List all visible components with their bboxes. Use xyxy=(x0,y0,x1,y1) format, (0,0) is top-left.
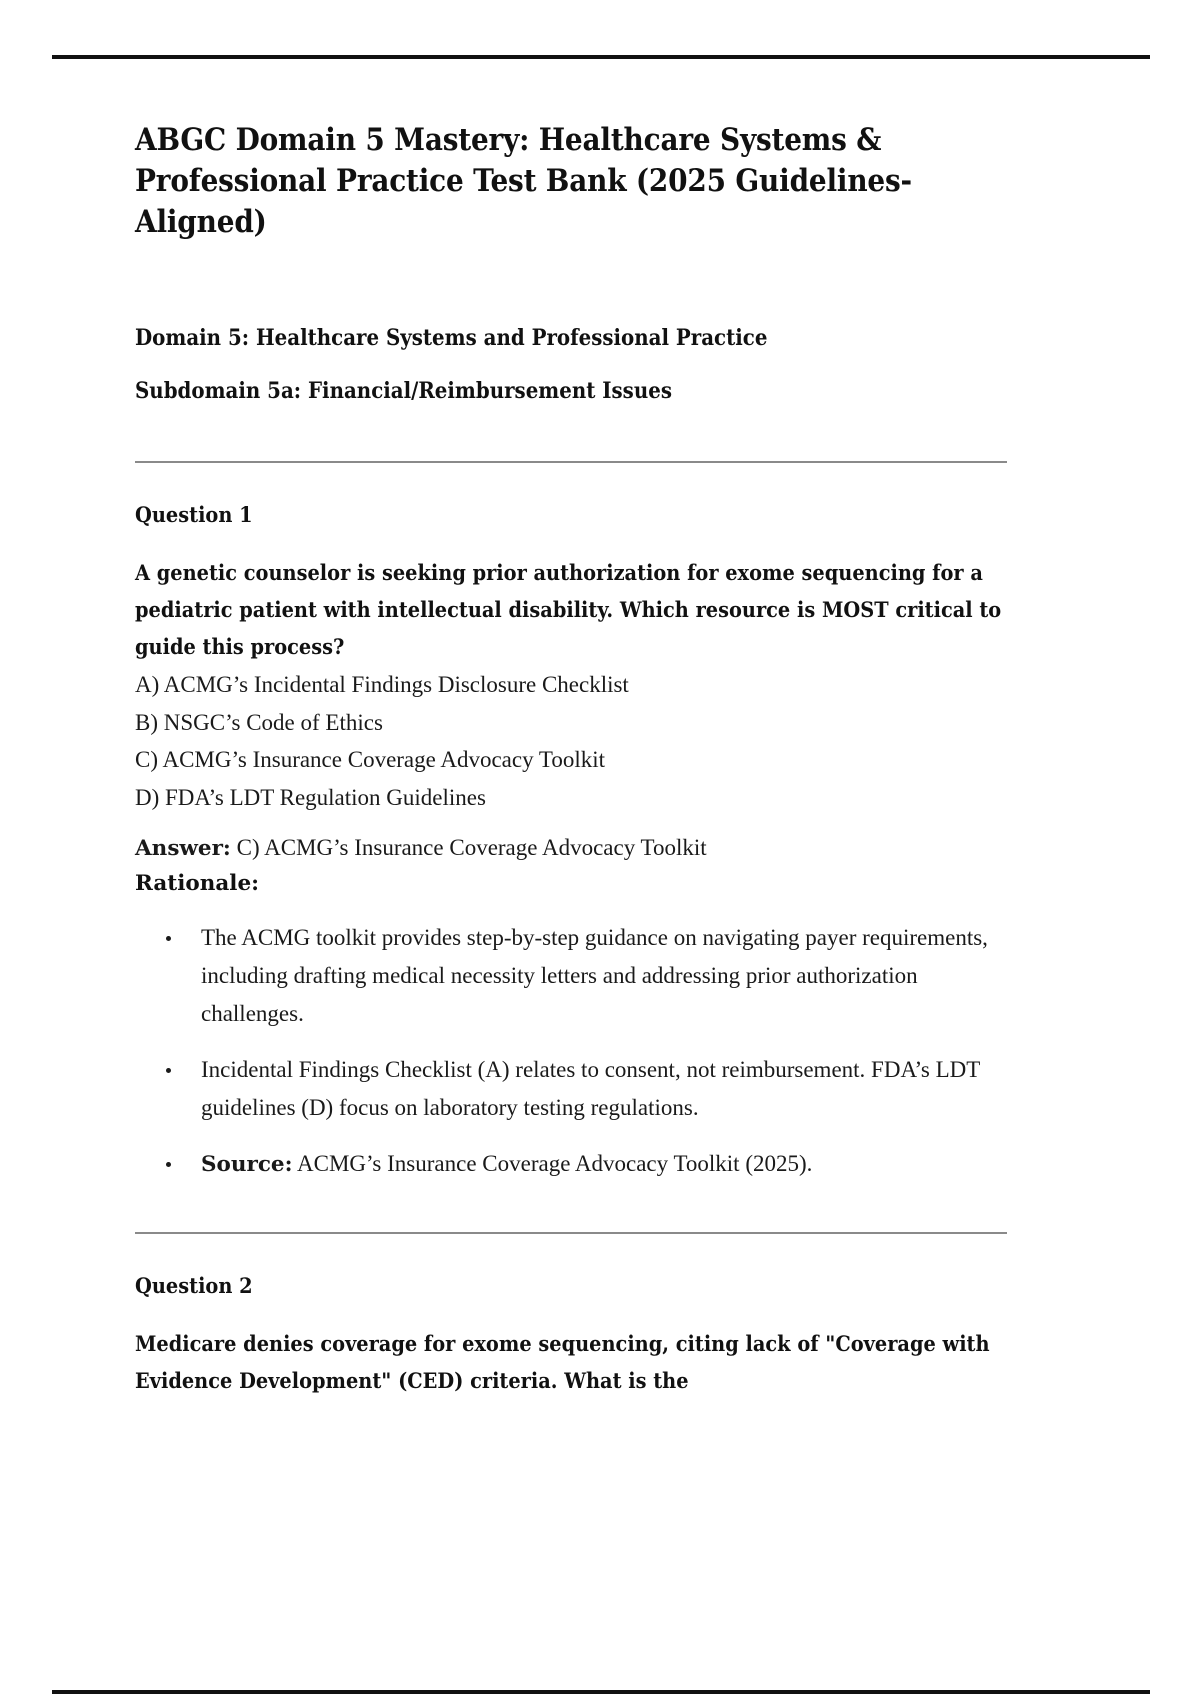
question-1-options xyxy=(135,666,1007,816)
rationale-text-2: Incidental Findings Checklist (A) relates to consent, not reimbursement. FDA’s LDT guidelines (D) focus on laboratory testing regulations. xyxy=(201,1057,980,1120)
question-1-stem: A genetic counselor is seeking prior authorization for exome sequencing for a pediatric patient with intellectual disability. Which resource is MOST critical to guide this process? xyxy=(135,561,1002,660)
question-1-answer xyxy=(135,830,1007,867)
option-b: B) NSGC’s Code of Ethics xyxy=(135,709,383,735)
page-bottom-border xyxy=(52,1690,1150,1694)
source-label: Source: xyxy=(201,1152,293,1177)
section-divider-1 xyxy=(135,461,1007,463)
bullet-point-icon xyxy=(166,1068,171,1073)
rationale-bullet-2 xyxy=(135,1051,1007,1127)
question-2-stem: Medicare denies coverage for exome sequencing, citing lack of "Coverage with Evidence Development" (CED) criteria. What is the xyxy=(135,1332,990,1394)
page-top-border xyxy=(52,55,1150,59)
option-d: D) FDA’s LDT Regulation Guidelines xyxy=(135,784,486,810)
subdomain-heading: Subdomain 5a: Financial/Reimbursement Issues xyxy=(135,378,672,404)
bullet-point-icon xyxy=(166,936,171,941)
rationale-text-1: The ACMG toolkit provides step-by-step guidance on navigating payer requirements, including drafting medical necessity letters and addressing prior authorization challenges. xyxy=(201,925,988,1026)
domain-heading: Domain 5: Healthcare Systems and Professional Practice xyxy=(135,325,768,351)
option-c: C) ACMG’s Insurance Coverage Advocacy Toolkit xyxy=(135,747,606,772)
option-a: A) ACMG’s Incidental Findings Disclosure Checklist xyxy=(135,672,629,697)
answer-value: C) ACMG’s Insurance Coverage Advocacy Toolkit xyxy=(230,835,707,860)
document-content xyxy=(135,120,1007,1400)
question-1-rationale-list xyxy=(135,919,1007,1184)
answer-label: Answer: xyxy=(135,836,231,861)
source-text: ACMG’s Insurance Coverage Advocacy Toolkit (2025). xyxy=(292,1151,813,1176)
rationale-label: Rationale: xyxy=(135,871,260,896)
section-divider-2 xyxy=(135,1232,1007,1234)
question-2-label: Question 2 xyxy=(135,1274,253,1299)
question-1-label: Question 1 xyxy=(135,503,253,528)
bullet-point-icon xyxy=(166,1162,171,1167)
document-title: ABGC Domain 5 Mastery: Healthcare Systems & Professional Practice Test Bank (2025 Guidelines-Aligned) xyxy=(135,122,912,240)
rationale-bullet-3-source xyxy=(135,1145,1007,1184)
rationale-bullet-1 xyxy=(135,919,1007,1033)
